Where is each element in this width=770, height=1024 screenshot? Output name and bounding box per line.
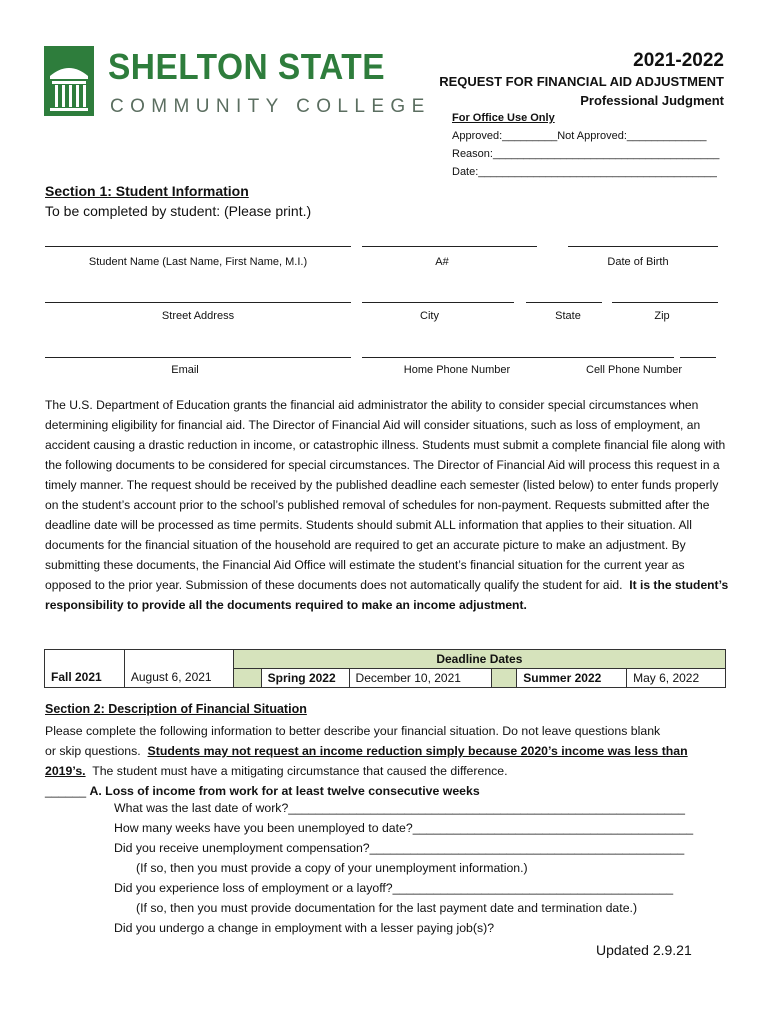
city-field[interactable] [362, 302, 514, 303]
deadline-table [44, 649, 726, 688]
fall-deadline: August 6, 2021 [124, 668, 233, 687]
office-approved-field[interactable]: Approved:_________Not Approved:_____________ [452, 130, 707, 142]
question-loss-of-employment[interactable]: Did you experience loss of employment or a layoff?_________________________________________ [114, 881, 674, 895]
cell-phone-field[interactable] [680, 357, 716, 358]
summer-deadline: May 6, 2022 [627, 668, 726, 687]
section2-intro-bold2: 2019’s. [45, 764, 86, 778]
section2-intro-bold: Students may not request an income reduction simply because 2020’s income was less than [147, 744, 688, 758]
state-label: State [555, 310, 581, 322]
section1-heading: Section 1: Student Information [45, 183, 249, 199]
dob-field[interactable] [568, 246, 718, 247]
section2-intro-line3 [45, 761, 508, 781]
city-label: City [420, 310, 439, 322]
section2-intro-plain2: The student must have a mitigating circumstance that caused the difference. [92, 764, 508, 778]
logo-subtitle: COMMUNITY COLLEGE [110, 96, 431, 117]
question-unemployment-compensation[interactable]: Did you receive unemployment compensation?______________________________________________ [114, 841, 685, 855]
policy-emphasis-text: It is the student’s responsibility to provide all the documents required to make an income adjustment. [45, 578, 729, 612]
anumber-field[interactable] [362, 246, 537, 247]
spring-term: Spring 2022 [261, 668, 349, 687]
email-label: Email [171, 364, 199, 376]
section1-instruction: To be completed by student: (Please print.) [45, 203, 312, 219]
spring-deadline: December 10, 2021 [349, 668, 492, 687]
cell-phone-label: Cell Phone Number [586, 364, 682, 376]
email-field[interactable] [45, 357, 351, 358]
state-field[interactable] [526, 302, 602, 303]
form-year: 2021-2022 [633, 50, 724, 71]
anumber-label: A# [435, 256, 449, 268]
question-weeks-unemployed[interactable]: How many weeks have you been unemployed to date?_________________________________________ [114, 821, 694, 835]
student-name-field[interactable] [45, 246, 351, 247]
section2-intro-line2 [45, 741, 688, 761]
form-title: REQUEST FOR FINANCIAL AID ADJUSTMENT [439, 74, 724, 89]
office-use-heading: For Office Use Only [452, 112, 555, 124]
home-phone-field[interactable] [362, 357, 674, 358]
street-address-field[interactable] [45, 302, 351, 303]
form-subtitle: Professional Judgment [580, 93, 724, 108]
question-lesser-paying-job: Did you undergo a change in employment with a lesser paying job(s)? [114, 921, 495, 935]
note-unemployment-copy: (If so, then you must provide a copy of your unemployment information.) [136, 861, 528, 875]
policy-body-text: The U.S. Department of Education grants the financial aid administrator the ability to consider special circumstances when determining eligibility for financial aid. The Director of Financial Aid will consider situations, such as loss of employment, an accident causing a drastic reduction in income, or catastrophic illness. Students must submit a complete financial file along with the following documents to be considered for special circumstances. The Director of Financial Aid will process this request in a timely manner. The request should be received by the published deadline each semester (listed below) to enter funds properly on the student’s account prior to the school’s published removal of schedules for non-payment. Requests submitted after the deadline date will be processed as time permits. Students should submit ALL information that applies to their situation. All documents for the financial situation of the household are required to get an accurate picture to make an adjustment. By submitting these documents, the Financial Aid Office will estimate the student’s financial situation for the current year as opposed to the prior year. Submission of these documents does not automatically qualify the student for aid. [45, 398, 726, 592]
section2-heading: Section 2: Description of Financial Situation [45, 702, 307, 716]
item-a-row [45, 781, 480, 801]
dob-label: Date of Birth [607, 256, 669, 268]
table-spacer [492, 668, 517, 687]
section2-intro-plain: or skip questions. [45, 744, 141, 758]
policy-paragraph [45, 395, 730, 615]
student-name-label: Student Name (Last Name, First Name, M.I.) [88, 256, 308, 268]
college-logo-icon [44, 46, 94, 116]
item-a-heading: A. Loss of income from work for at least twelve consecutive weeks [89, 784, 480, 798]
home-phone-label: Home Phone Number [403, 364, 511, 376]
table-spacer [233, 668, 261, 687]
office-reason-field[interactable]: Reason:_____________________________________ [452, 148, 720, 160]
zip-label: Zip [654, 310, 670, 322]
fall-term: Fall 2021 [45, 668, 125, 687]
street-address-label: Street Address [161, 310, 235, 322]
logo-wordmark: SHELTON STATE [108, 46, 385, 87]
deadline-heading: Deadline Dates [233, 650, 725, 669]
deadline-row [45, 668, 726, 687]
section2-intro-line1: Please complete the following information to better describe your financial situation. Do not leave questions blank [45, 724, 661, 738]
note-termination-docs: (If so, then you must provide documentation for the last payment date and termination date.) [136, 901, 638, 915]
updated-date: Updated 2.9.21 [596, 942, 692, 958]
question-last-date-worked[interactable]: What was the last date of work?__________________________________________________________ [114, 801, 685, 815]
deadline-heading-row [45, 650, 726, 669]
item-a-checkbox-blank[interactable]: ______ [45, 784, 87, 798]
summer-term: Summer 2022 [517, 668, 627, 687]
zip-field[interactable] [612, 302, 718, 303]
office-date-field[interactable]: Date:_______________________________________ [452, 166, 717, 178]
